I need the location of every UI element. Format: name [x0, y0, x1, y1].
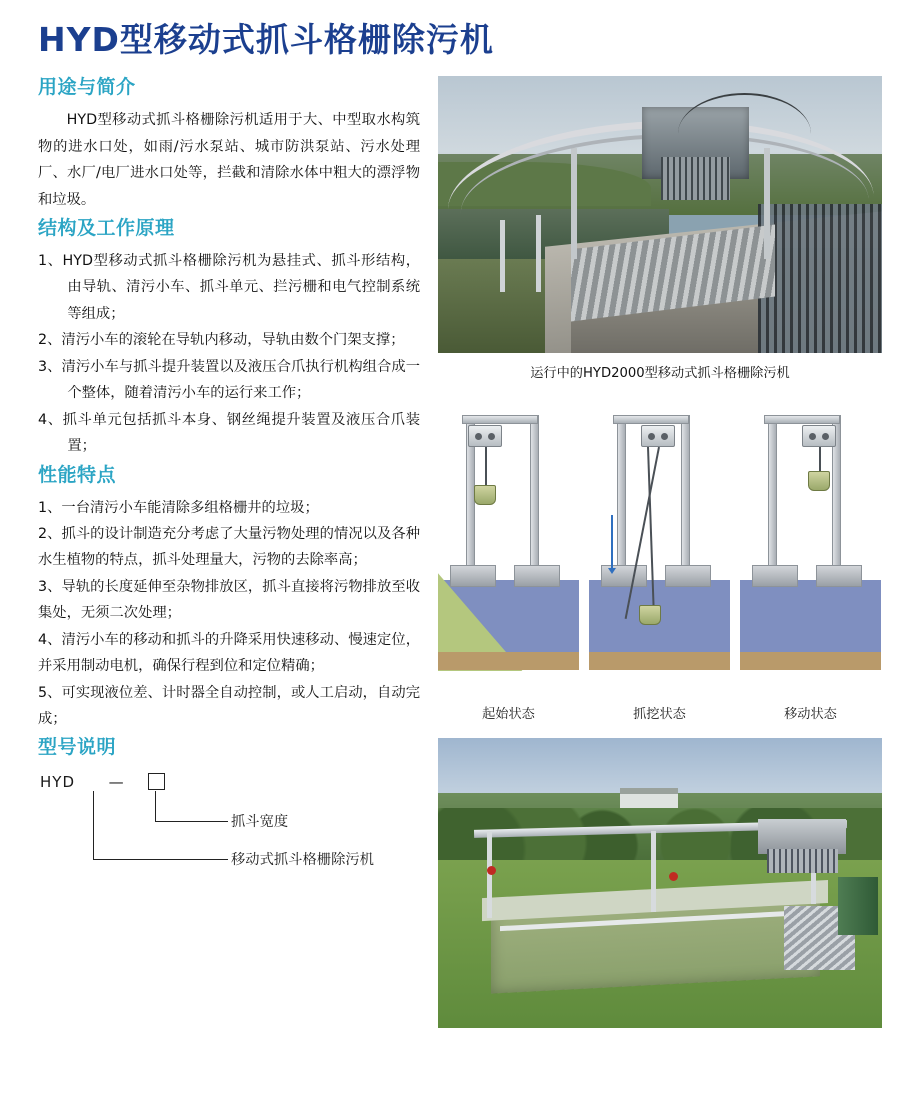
photo-post: [500, 220, 505, 292]
model-code-box: [148, 773, 165, 790]
list-item: 1、HYD型移动式抓斗格栅除污机为悬挂式、抓斗形结构，由导轨、清污小车、抓斗单元、拦污栅和电气控制系统等组成；: [38, 253, 420, 322]
top-photo-caption: 运行中的HYD2000型移动式抓斗格栅除污机: [530, 366, 790, 382]
installation-site-photo: [438, 738, 882, 1028]
list-item: 1、一台清污小车能清除多组格栅井的垃圾；: [38, 499, 319, 516]
diagram-top-beam: [613, 415, 689, 424]
section-heading-performance: 性能特点: [38, 463, 117, 486]
diagram-carriage: [802, 425, 836, 447]
model-code-dash: —: [108, 773, 125, 792]
structure-list: [38, 248, 420, 460]
model-label-1: 抓斗宽度: [231, 814, 289, 831]
model-label-2: 移动式抓斗格栅除污机: [231, 852, 374, 869]
photo-pipework: [838, 877, 878, 935]
diagram-initial-state: [438, 395, 579, 695]
diagram-hoist-rope: [485, 447, 487, 487]
diagram-moving-state: [740, 395, 881, 695]
diagram-base: [752, 565, 798, 587]
diagram-label: 起始状态: [482, 707, 535, 723]
diagram-top-beam: [764, 415, 840, 424]
machine-operation-photo: [438, 76, 882, 353]
diagram-base: [816, 565, 862, 587]
photo-red-marker: [487, 866, 496, 875]
diagram-column: [681, 415, 690, 575]
model-code-text: [40, 773, 125, 791]
diagram-grab-bucket: [808, 471, 830, 491]
model-code-prefix: HYD: [40, 773, 75, 792]
list-item: 2、清污小车的滚轮在导轨内移动，导轨由数个门架支撑；: [38, 332, 405, 349]
model-explanation-diagram: [38, 773, 420, 893]
photo-post: [536, 215, 541, 293]
purpose-paragraph: HYD型移动式抓斗格栅除污机适用于大、中型取水构筑物的进水口处，如雨/污水泵站、城市防洪泵站、污水处理厂、水厂/电厂进水口处等，拦截和清除水体中粗大的漂浮物和垃圾。: [38, 112, 420, 208]
list-item: 2、抓斗的设计制造充分考虑了大量污物处理的情况以及各种水生植物的特点，抓斗处理量大，污物的去除率高；: [38, 525, 420, 569]
diagram-top-beam: [462, 415, 538, 424]
list-item: 4、清污小车的移动和抓斗的升降采用快速移动、慢速定位，并采用制动电机，确保行程到位和定位精确；: [38, 631, 420, 675]
diagram-base: [665, 565, 711, 587]
left-column: [38, 72, 420, 1028]
diagram-column: [530, 415, 539, 575]
diagram-hoist-rope: [819, 447, 821, 473]
list-item: 3、导轨的长度延伸至杂物排放区，抓斗直接将污物排放至收集处，无须二次处理；: [38, 578, 420, 622]
diagram-column: [768, 415, 777, 575]
diagram-grab-bucket: [639, 605, 661, 625]
list-item: 3、清污小车与抓斗提升装置以及液压合爪执行机构组合成一个整体，随着清污小车的运行来工作；: [38, 358, 420, 402]
diagram-carriage: [641, 425, 675, 447]
diagram-carriage: [468, 425, 502, 447]
diagram-channel-bed: [438, 652, 579, 670]
diagram-channel-bed: [589, 652, 730, 670]
leader-line-2: [93, 791, 228, 860]
diagram-descent-arrow: [611, 515, 613, 569]
list-item: 4、抓斗单元包括抓斗本身、钢丝绳提升装置及液压合爪装置；: [38, 411, 420, 455]
diagram-label: 移动状态: [784, 707, 837, 723]
section-heading-model: 型号说明: [38, 736, 117, 759]
diagram-grabbing-state: [589, 395, 730, 695]
photo-red-marker: [669, 872, 678, 881]
content-columns: [38, 72, 872, 1028]
right-column: [438, 72, 882, 1028]
diagram-label-row: [438, 695, 882, 722]
section-heading-structure: 结构及工作原理: [38, 217, 175, 240]
diagram-label: 抓挖状态: [633, 707, 686, 723]
list-item: 5、可实现液位差、计时器全自动控制，或人工启动，自动完成；: [38, 684, 420, 728]
diagram-base: [514, 565, 560, 587]
working-states-diagram-row: [438, 395, 882, 695]
diagram-column: [617, 415, 626, 575]
diagram-channel-bed: [740, 652, 881, 670]
performance-list: [38, 495, 420, 733]
diagram-grab-bucket: [474, 485, 496, 505]
diagram-base: [450, 565, 496, 587]
photo-grab-unit: [758, 819, 847, 854]
photo-gantry-leg: [651, 831, 656, 912]
page-title: HYD型移动式抓斗格栅除污机: [38, 20, 494, 59]
section-heading-purpose: 用途与简介: [38, 76, 136, 99]
